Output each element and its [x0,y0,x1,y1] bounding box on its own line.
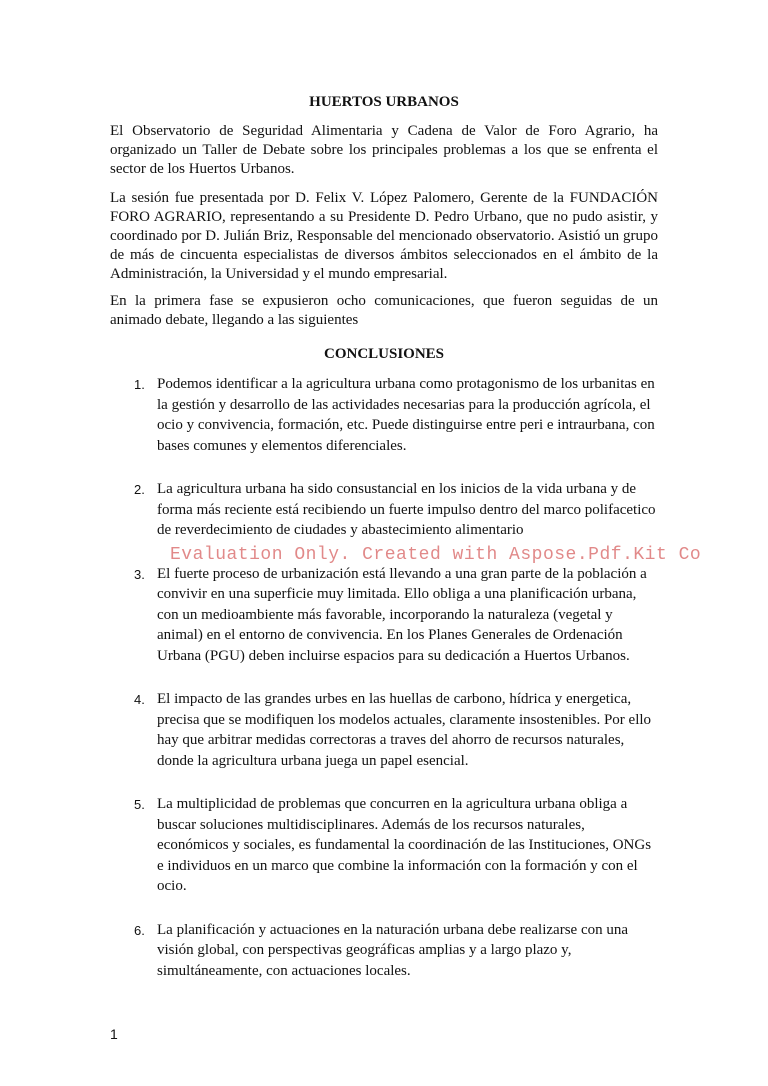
list-item [0,794,768,897]
list-item [0,479,768,541]
evaluation-watermark: Evaluation Only. Created with Aspose.Pdf.Kit Co [170,545,702,565]
conclusions-heading: CONCLUSIONES [323,346,445,362]
list-item-number: 3. [134,566,145,582]
conclusions-list [0,374,768,1004]
intro-paragraph: El Observatorio de Seguridad Alimentaria y Cadena de Valor de Foro Agrario, ha organizado un Taller de Debate sobre los principales problemas a los que se enfrenta el sector de los Huertos Urbanos. [110,123,658,177]
list-item-number: 5. [134,797,145,812]
list-item-number: 1. [134,377,145,392]
list-item-number: 6. [134,922,145,938]
document-title: HUERTOS URBANOS [309,94,459,110]
debate-paragraph: En la primera fase se expusieron ocho comunicaciones, que fueron seguidas de un animado debate, llegando a las siguientes [110,293,658,328]
list-item [0,564,768,667]
session-paragraph: La sesión fue presentada por D. Felix V. López Palomero, Gerente de la FUNDACIÓN FORO AGRARIO, representando a su Presidente D. Pedro Urbano, que no pudo asistir, y coordinado por D. Julián Briz, Responsable del mencionado observatorio. Asistió un grupo de más de cincuenta especialistas de diversos ámbitos seleccionados en el ámbito de la Administración, la Universidad y el mundo empresarial. [110,190,658,282]
list-item-text: El impacto de las grandes urbes en las huellas de carbono, hídrica y energetica, precisa que se modifiquen los modelos actuales, claramente insostenibles. Por ello hay que arbitrar medidas correctoras a traves del ahorro de recursos naturales, donde la agricultura urbana juega un papel esencial. [157,691,652,769]
list-item [0,689,768,771]
list-item-text: El fuerte proceso de urbanización está llevando a una gran parte de la población a convivir en una superficie muy limitada. Ello obliga a una planificación urbana, con un medioambiente más favorable, incorporando la naturaleza (vegetal y animal) en el entorno de convivencia. En los Planes Generales de Ordenación Urbana (PGU) deben incluirse espacios para su dedicación a Huertos Urbanos. [157,565,647,664]
list-item-text: Podemos identificar a la agricultura urbana como protagonismo de los urbanitas en la gestión y desarrollo de las actividades necesarias para la producción agrícola, el ocio y convivencia, formación, etc. Puede distinguirse entre peri e intraurbana, con bases comunes y elementos diferenciales. [157,376,655,454]
list-item-text: La multiplicidad de problemas que concurren en la agricultura urbana obliga a buscar soluciones multidisciplinares. Además de los recursos naturales, económicos y sociales, es fundamental la coordinación de las Instituciones, ONGs e individuos en un marco que combine la información con la formación y con el ocio. [157,796,652,894]
list-item-number: 2. [134,482,145,497]
page-number: 1 [110,1026,118,1042]
list-item [0,374,768,456]
list-item-text: La planificación y actuaciones en la naturación urbana debe realizarse con una visión global, con perspectivas geográficas amplias y a largo plazo y, simultáneamente, con actuaciones locales. [157,921,629,979]
list-item [0,920,768,982]
list-item-text: La agricultura urbana ha sido consustancial en los inicios de la vida urbana y de forma más reciente está recibiendo un fuerte impulso dentro del marco polifacetico de reverdecimiento de ciudades y abastecimiento alimentario [157,481,656,538]
list-item-number: 4. [134,692,145,707]
